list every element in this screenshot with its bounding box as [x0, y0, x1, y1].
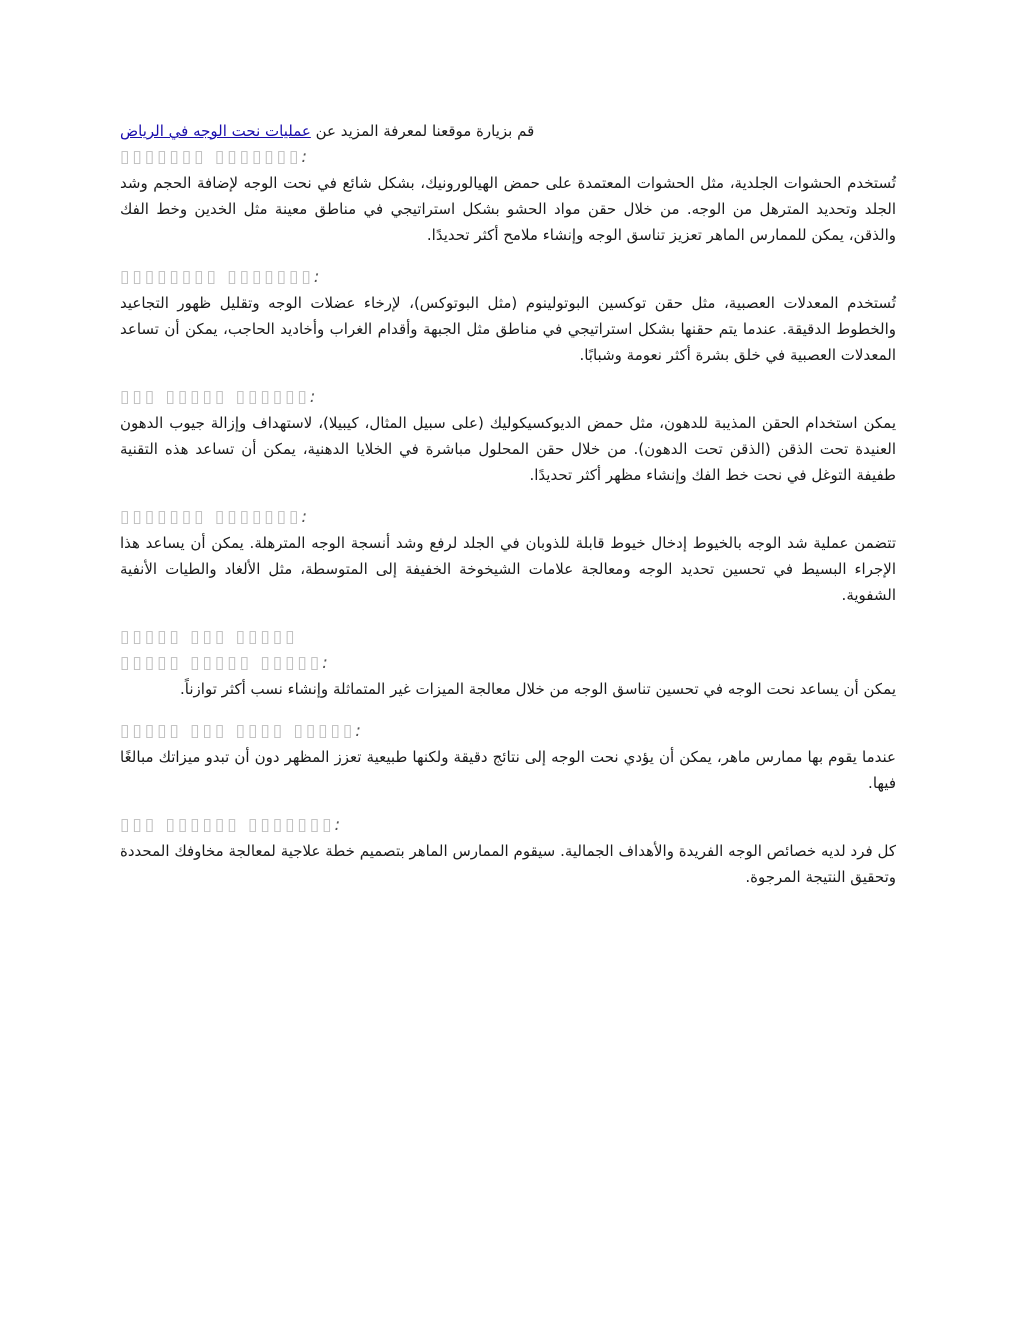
heading-glyphs: ▯▯▯▯▯▯▯▯ ▯▯▯▯▯▯▯	[120, 267, 314, 287]
section-neuromodulators	[120, 264, 896, 368]
intro-text: قم بزيارة موقعنا لمعرفة المزيد عن	[310, 122, 535, 140]
section-heading	[120, 812, 896, 838]
section-body: تتضمن عملية شد الوجه بالخيوط إدخال خيوط قابلة للذوبان في الجلد لرفع وشد أنسجة الوجه المترهلة. يمكن أن يساعد هذا الإجراء البسيط في تحسين تحديد الوجه ومعالجة علامات الشيخوخة الخفيفة إلى المتوسطة، مثل الألغاد والطيات الأنفية الشفوية.	[120, 534, 896, 604]
section-body: كل فرد لديه خصائص الوجه الفريدة والأهداف الجمالية. سيقوم الممارس الماهر بتصميم خطة علاجية لمعالجة مخاوفك المحددة وتحقيق النتيجة المرجوة.	[120, 842, 896, 886]
heading-glyphs: ▯▯▯ ▯▯▯▯▯▯ ▯▯▯▯▯▯▯	[120, 815, 335, 835]
section-heading	[120, 144, 896, 170]
section-heading	[120, 264, 896, 290]
heading-colon: :	[301, 147, 310, 167]
section-body: عندما يقوم بها ممارس ماهر، يمكن أن يؤدي نحت الوجه إلى نتائج دقيقة ولكنها طبيعية تعزز المظهر دون أن تبدو ميزاتك مبالغًا فيها.	[120, 748, 896, 792]
section-body: تُستخدم الحشوات الجلدية، مثل الحشوات المعتمدة على حمض الهيالورونيك، بشكل شائع في نحت الوجه لإضافة الحجم وشد الجلد وتحديد المترهل من الوجه. من خلال حقن مواد الحشو بشكل استراتيجي في مناطق معينة مثل الخدين وخط الفك والذقن، يمكن للممارس الماهر تعزيز تناسق الوجه وإنشاء ملامح أكثر تحديدًا.	[120, 174, 896, 244]
section-heading	[120, 384, 896, 410]
heading-glyphs: ▯▯▯▯▯▯▯ ▯▯▯▯▯▯▯	[120, 147, 302, 167]
section-personalized	[120, 812, 896, 890]
section-fillers	[120, 144, 896, 248]
intro-paragraph	[120, 118, 896, 144]
section-body: يمكن استخدام الحقن المذيبة للدهون، مثل حمض الديوكسيكوليك (على سبيل المثال، كيبيلا)، لاستهداف وإزالة جيوب الدهون العنيدة تحت الذقن (الذقن تحت الدهون). من خلال حقن المحلول مباشرة في الخلايا الدهنية، يمكن أن تساعد هذه التقنية طفيفة التوغل في نحت خط الفك وإنشاء مظهر أكثر تحديدًا.	[120, 414, 896, 484]
heading-colon: :	[322, 653, 330, 673]
heading-glyphs: ▯▯▯▯▯ ▯▯▯ ▯▯▯▯ ▯▯▯▯▯	[120, 721, 356, 741]
heading-colon: :	[355, 721, 363, 741]
section-body: تُستخدم المعدلات العصبية، مثل حقن توكسين البوتولينوم (مثل البوتوكس)، لإرخاء عضلات الوجه وتقليل ظهور التجاعيد والخطوط الدقيقة. عندما يتم حقنها بشكل استراتيجي في مناطق مثل الجبهة وأقدام الغراب وأخاديد الحاجب، يمكن أن تساعد المعدلات العصبية في خلق بشرة أكثر نعومة وشبابًا.	[120, 294, 896, 364]
heading-glyphs: ▯▯▯▯▯ ▯▯▯ ▯▯▯▯▯ ▯▯▯▯▯ ▯▯▯▯▯ ▯▯▯▯▯	[120, 627, 323, 673]
document-page	[120, 118, 896, 890]
section-heading	[120, 624, 896, 676]
section-symmetry	[120, 624, 896, 702]
heading-colon: :	[334, 815, 343, 835]
heading-colon: :	[309, 387, 318, 407]
section-fat-dissolving	[120, 384, 896, 488]
section-thread-lift	[120, 504, 896, 608]
heading-glyphs: ▯▯▯▯▯▯▯ ▯▯▯▯▯▯▯	[120, 507, 302, 527]
heading-colon: :	[301, 507, 310, 527]
intro-link[interactable]: عمليات نحت الوجه في الرياض	[120, 122, 311, 140]
heading-glyphs: ▯▯▯ ▯▯▯▯▯ ▯▯▯▯▯▯	[120, 387, 310, 407]
section-heading	[120, 504, 896, 530]
section-natural-results	[120, 718, 896, 796]
heading-colon: :	[313, 267, 322, 287]
section-heading	[120, 718, 896, 744]
section-body: يمكن أن يساعد نحت الوجه في تحسين تناسق الوجه من خلال معالجة الميزات غير المتماثلة وإنشاء نسب أكثر توازناً.	[180, 680, 896, 698]
